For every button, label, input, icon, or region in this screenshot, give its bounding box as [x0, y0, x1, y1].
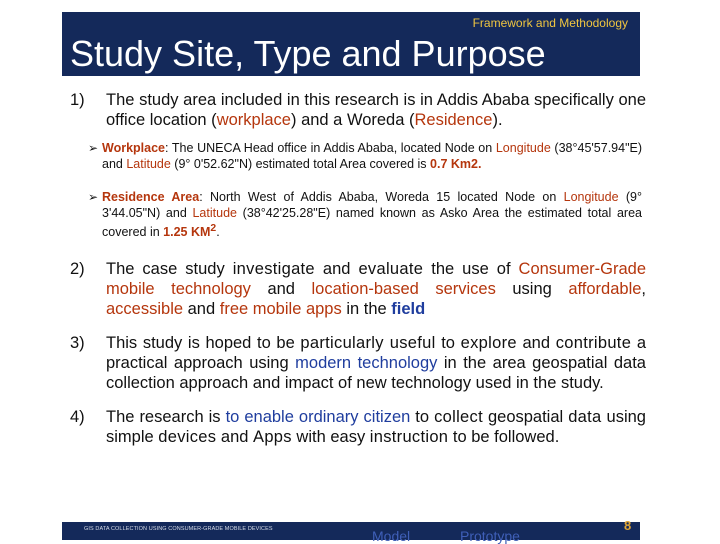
emphasis-contribute: contribute — [555, 333, 632, 352]
text: a practical approach using — [106, 333, 646, 372]
sub-item-residence — [58, 190, 646, 241]
text: and — [216, 427, 254, 446]
emphasis-apps: Apps — [253, 427, 292, 446]
text: and — [516, 333, 556, 352]
page-number: 8 — [624, 518, 632, 533]
label-residence-area: Residence Area — [102, 190, 200, 204]
text: The study area included in this research is in Addis Ababa specifically one office location ( — [106, 91, 646, 129]
emphasis-explore: explore — [460, 333, 517, 352]
footer-ghost-model: Model — [372, 528, 411, 544]
text: to be followed. — [448, 427, 560, 446]
highlight-latitude: Latitude — [192, 205, 237, 220]
text: using simple — [106, 407, 646, 446]
text: and — [183, 299, 220, 318]
list-number: 2) — [70, 259, 85, 278]
text: in the area geospatial data collection approach and impact of new technology used in the study. — [106, 353, 646, 392]
emphasis-collect: collect — [434, 407, 483, 426]
text: , — [641, 279, 647, 298]
emphasis-investigate: investigate — [232, 259, 315, 278]
text: the use of — [423, 259, 519, 278]
text: . — [216, 225, 220, 240]
text: This study is hoped to be — [106, 333, 301, 352]
list-number: 4) — [70, 407, 85, 426]
text: (38°45'57.94"E) and — [102, 141, 643, 171]
text: (38°42'25.28"E) named known as Asko Area the estimated total area covered in — [102, 205, 642, 240]
highlight-free-apps: free mobile apps — [219, 299, 342, 318]
area-value: 1.25 KM — [163, 225, 211, 240]
list-item-4 — [58, 407, 646, 447]
list-number: 3) — [70, 333, 85, 352]
text: geospatial — [482, 407, 569, 426]
list-item-1 — [58, 90, 646, 130]
highlight-modern-technology: modern technology — [295, 353, 438, 372]
arrow-bullet-icon: ➢ — [88, 141, 99, 155]
footer-text: GIS DATA COLLECTION USING CONSUMER-GRADE MOBILE DEVICES — [84, 526, 273, 532]
sub-item-workplace — [58, 141, 646, 172]
text: to — [410, 407, 435, 426]
text: : North West of Addis Ababa, Woreda 15 located Node on — [199, 190, 564, 204]
text: : The UNECA Head office in Addis Ababa, located Node on — [165, 141, 496, 155]
highlight-longitude: Longitude — [495, 141, 551, 155]
arrow-bullet-icon: ➢ — [88, 190, 99, 204]
slide-title: Study Site, Type and Purpose — [70, 33, 546, 74]
emphasis-evaluate: evaluate — [358, 259, 424, 278]
text: The case study — [106, 259, 233, 278]
label-workplace: Workplace — [102, 141, 165, 155]
text: The research is — [106, 407, 226, 426]
text: ). — [492, 111, 503, 129]
highlight-longitude: Longitude — [563, 190, 619, 204]
highlight-affordable: affordable — [568, 279, 642, 298]
emphasis-instruction: instruction — [369, 427, 449, 446]
text: and — [314, 259, 359, 278]
text: (9° 0'52.62"N) estimated total Area covered is — [170, 156, 431, 171]
highlight-consumer-grade: Consumer-Grade mobile technology — [106, 259, 646, 298]
area-superscript: 2 — [210, 223, 217, 234]
highlight-latitude: Latitude — [126, 156, 171, 171]
highlight-workplace: workplace — [216, 111, 291, 129]
list-number: 1) — [70, 91, 85, 109]
text: to — [435, 333, 461, 352]
area-value: 0.7 Km2. — [430, 156, 482, 171]
text: in the — [341, 299, 392, 318]
text: (9° 3'44.05"N) and — [102, 190, 642, 220]
title-banner — [62, 12, 640, 76]
emphasis-devices: devices — [158, 427, 217, 446]
slide-body — [58, 90, 646, 447]
emphasis-useful: particularly useful — [300, 333, 436, 352]
footer-ghost-prototype: Prototype — [460, 528, 520, 544]
highlight-field: field — [391, 299, 426, 318]
text: and — [250, 279, 312, 298]
text: using — [495, 279, 569, 298]
emphasis-data: data — [568, 407, 602, 426]
list-item-3 — [58, 333, 646, 393]
highlight-enable-citizen: to enable ordinary citizen — [225, 407, 411, 426]
section-kicker: Framework and Methodology — [472, 16, 628, 30]
highlight-accessible: accessible — [106, 299, 184, 318]
text: with easy — [291, 427, 370, 446]
list-item-2 — [58, 259, 646, 319]
highlight-residence: Residence — [414, 111, 493, 129]
text: ) and a Woreda ( — [290, 111, 415, 129]
highlight-location-based: location-based services — [311, 279, 496, 298]
footer-bar — [62, 522, 640, 544]
